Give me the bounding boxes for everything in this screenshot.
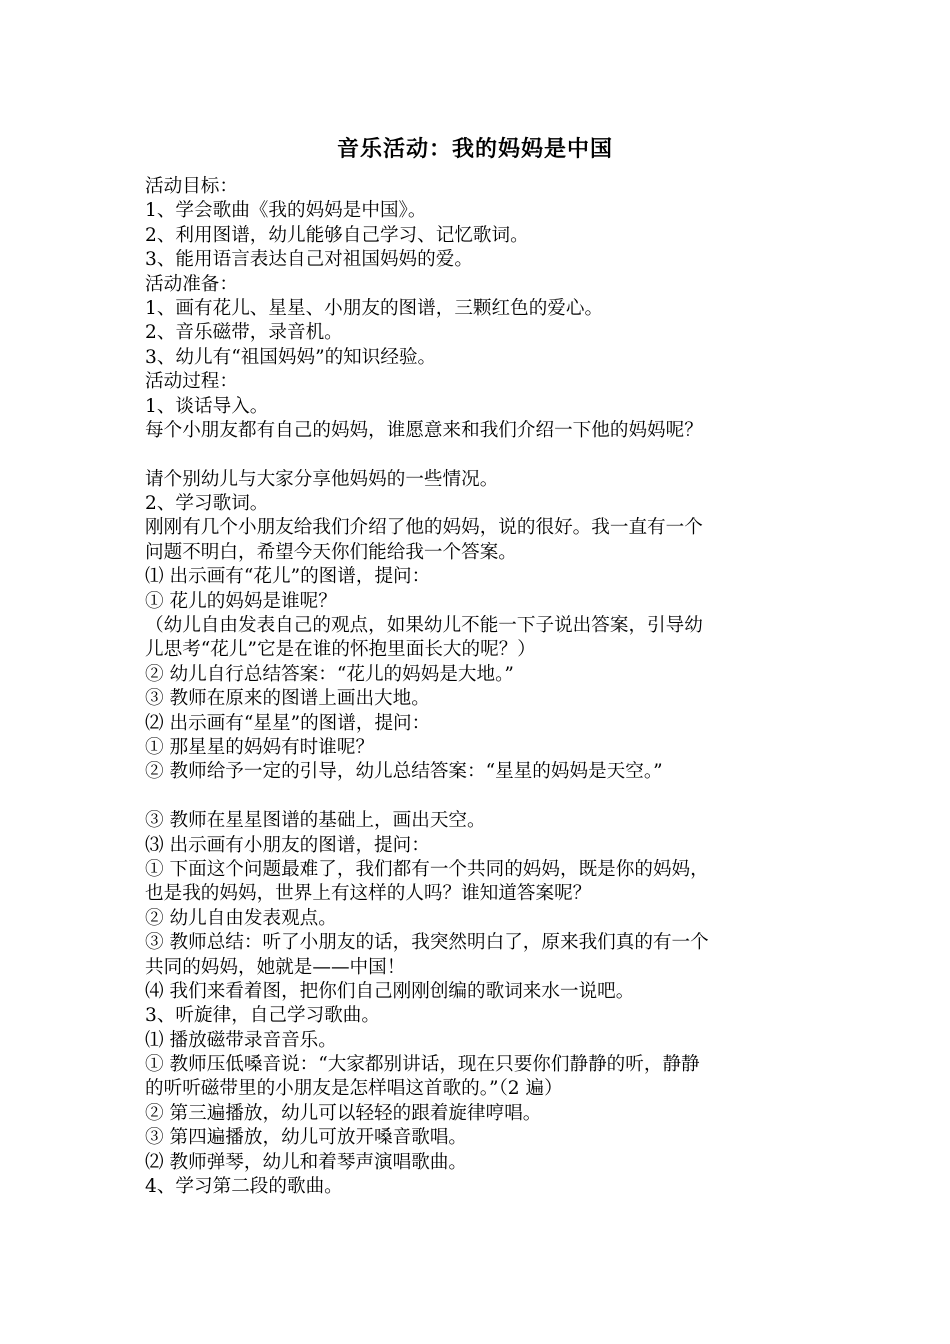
blank-line — [145, 785, 810, 809]
text-line: ③ 第四遍播放，幼儿可放开嗓音歌唱。 — [145, 1127, 468, 1149]
text-line: 活动过程： — [145, 371, 238, 393]
text-line: ① 教师压低嗓音说：“大家都别讲话，现在只要你们静静的听，静静 — [145, 1054, 700, 1076]
text-line: （幼儿自由发表自己的观点，如果幼儿不能一下子说出答案，引导幼 — [145, 615, 703, 637]
document-title: 音乐活动：我的妈妈是中国 — [336, 136, 613, 162]
text-line: 刚刚有几个小朋友给我们介绍了他的妈妈，说的很好。我一直有一个 — [145, 517, 703, 539]
text-line: ② 第三遍播放，幼儿可以轻轻的跟着旋律哼唱。 — [145, 1102, 542, 1124]
text-line: ③ 教师在原来的图谱上画出大地。 — [145, 688, 430, 710]
text-line: ① 花儿的妈妈是谁呢？ — [145, 590, 337, 612]
text-line: ② 幼儿自由发表观点。 — [145, 907, 337, 929]
text-line: 儿思考“花儿”它是在谁的怀抱里面长大的呢？） — [145, 639, 536, 661]
text-line: ⑴ 播放磁带录音音乐。 — [145, 1029, 337, 1051]
text-line: ⑶ 出示画有小朋友的图谱，提问： — [145, 834, 430, 856]
text-line: 2、学习歌词。 — [145, 493, 269, 515]
text-line: 3、幼儿有“祖国妈妈”的知识经验。 — [145, 346, 437, 368]
text-line: ⑷ 我们来看着图，把你们自己刚刚创编的歌词来水一说吧。 — [145, 980, 635, 1002]
text-line: 的听听磁带里的小朋友是怎样唱这首歌的。”（2 遍） — [145, 1078, 563, 1100]
text-line: 2、利用图谱，幼儿能够自己学习、记忆歌词。 — [145, 224, 529, 246]
text-line: ② 幼儿自行总结答案：“花儿的妈妈是大地。” — [145, 663, 514, 685]
text-line: 4、学习第二段的歌曲。 — [145, 1176, 343, 1198]
text-line: 3、听旋律，自己学习歌曲。 — [145, 1005, 380, 1027]
text-line: ⑵ 出示画有“星星”的图谱，提问： — [145, 712, 431, 734]
text-line: 2、音乐磁带，录音机。 — [145, 322, 343, 344]
text-line: 1、画有花儿、星星、小朋友的图谱，三颗红色的爱心。 — [145, 297, 604, 319]
text-line: ① 那星星的妈妈有时谁呢？ — [145, 736, 375, 758]
text-line: 请个别幼儿与大家分享他妈妈的一些情况。 — [145, 468, 499, 490]
text-line: ⑵ 教师弹琴，幼儿和着琴声演唱歌曲。 — [145, 1151, 468, 1173]
text-line: 活动准备： — [145, 273, 238, 295]
text-line: 每个小朋友都有自己的妈妈，谁愿意来和我们介绍一下他的妈妈呢？ — [145, 419, 703, 441]
text-line: ② 教师给予一定的引导，幼儿总结答案：“星星的妈妈是天空。” — [145, 761, 663, 783]
text-line: 活动目标： — [145, 176, 238, 197]
text-line: 1、学会歌曲《我的妈妈是中国》。 — [145, 200, 427, 222]
document-body — [145, 175, 810, 1199]
text-line: 共同的妈妈，她就是——中国！ — [145, 956, 406, 978]
text-line: ① 下面这个问题最难了，我们都有一个共同的妈妈，既是你的妈妈， — [145, 858, 709, 880]
text-line: ⑴ 出示画有“花儿”的图谱，提问： — [145, 566, 431, 588]
text-line: 3、能用语言表达自己对祖国妈妈的爱。 — [145, 249, 473, 271]
text-line: 问题不明白，希望今天你们能给我一个答案。 — [145, 541, 517, 563]
text-line: ③ 教师在星星图谱的基础上，画出天空。 — [145, 810, 486, 832]
text-line: ③ 教师总结：听了小朋友的话，我突然明白了，原来我们真的有一个 — [145, 932, 709, 954]
text-line: 1、谈话导入。 — [145, 395, 269, 417]
blank-line — [145, 443, 810, 467]
text-line: 也是我的妈妈，世界上有这样的人吗？谁知道答案呢？ — [145, 883, 592, 905]
